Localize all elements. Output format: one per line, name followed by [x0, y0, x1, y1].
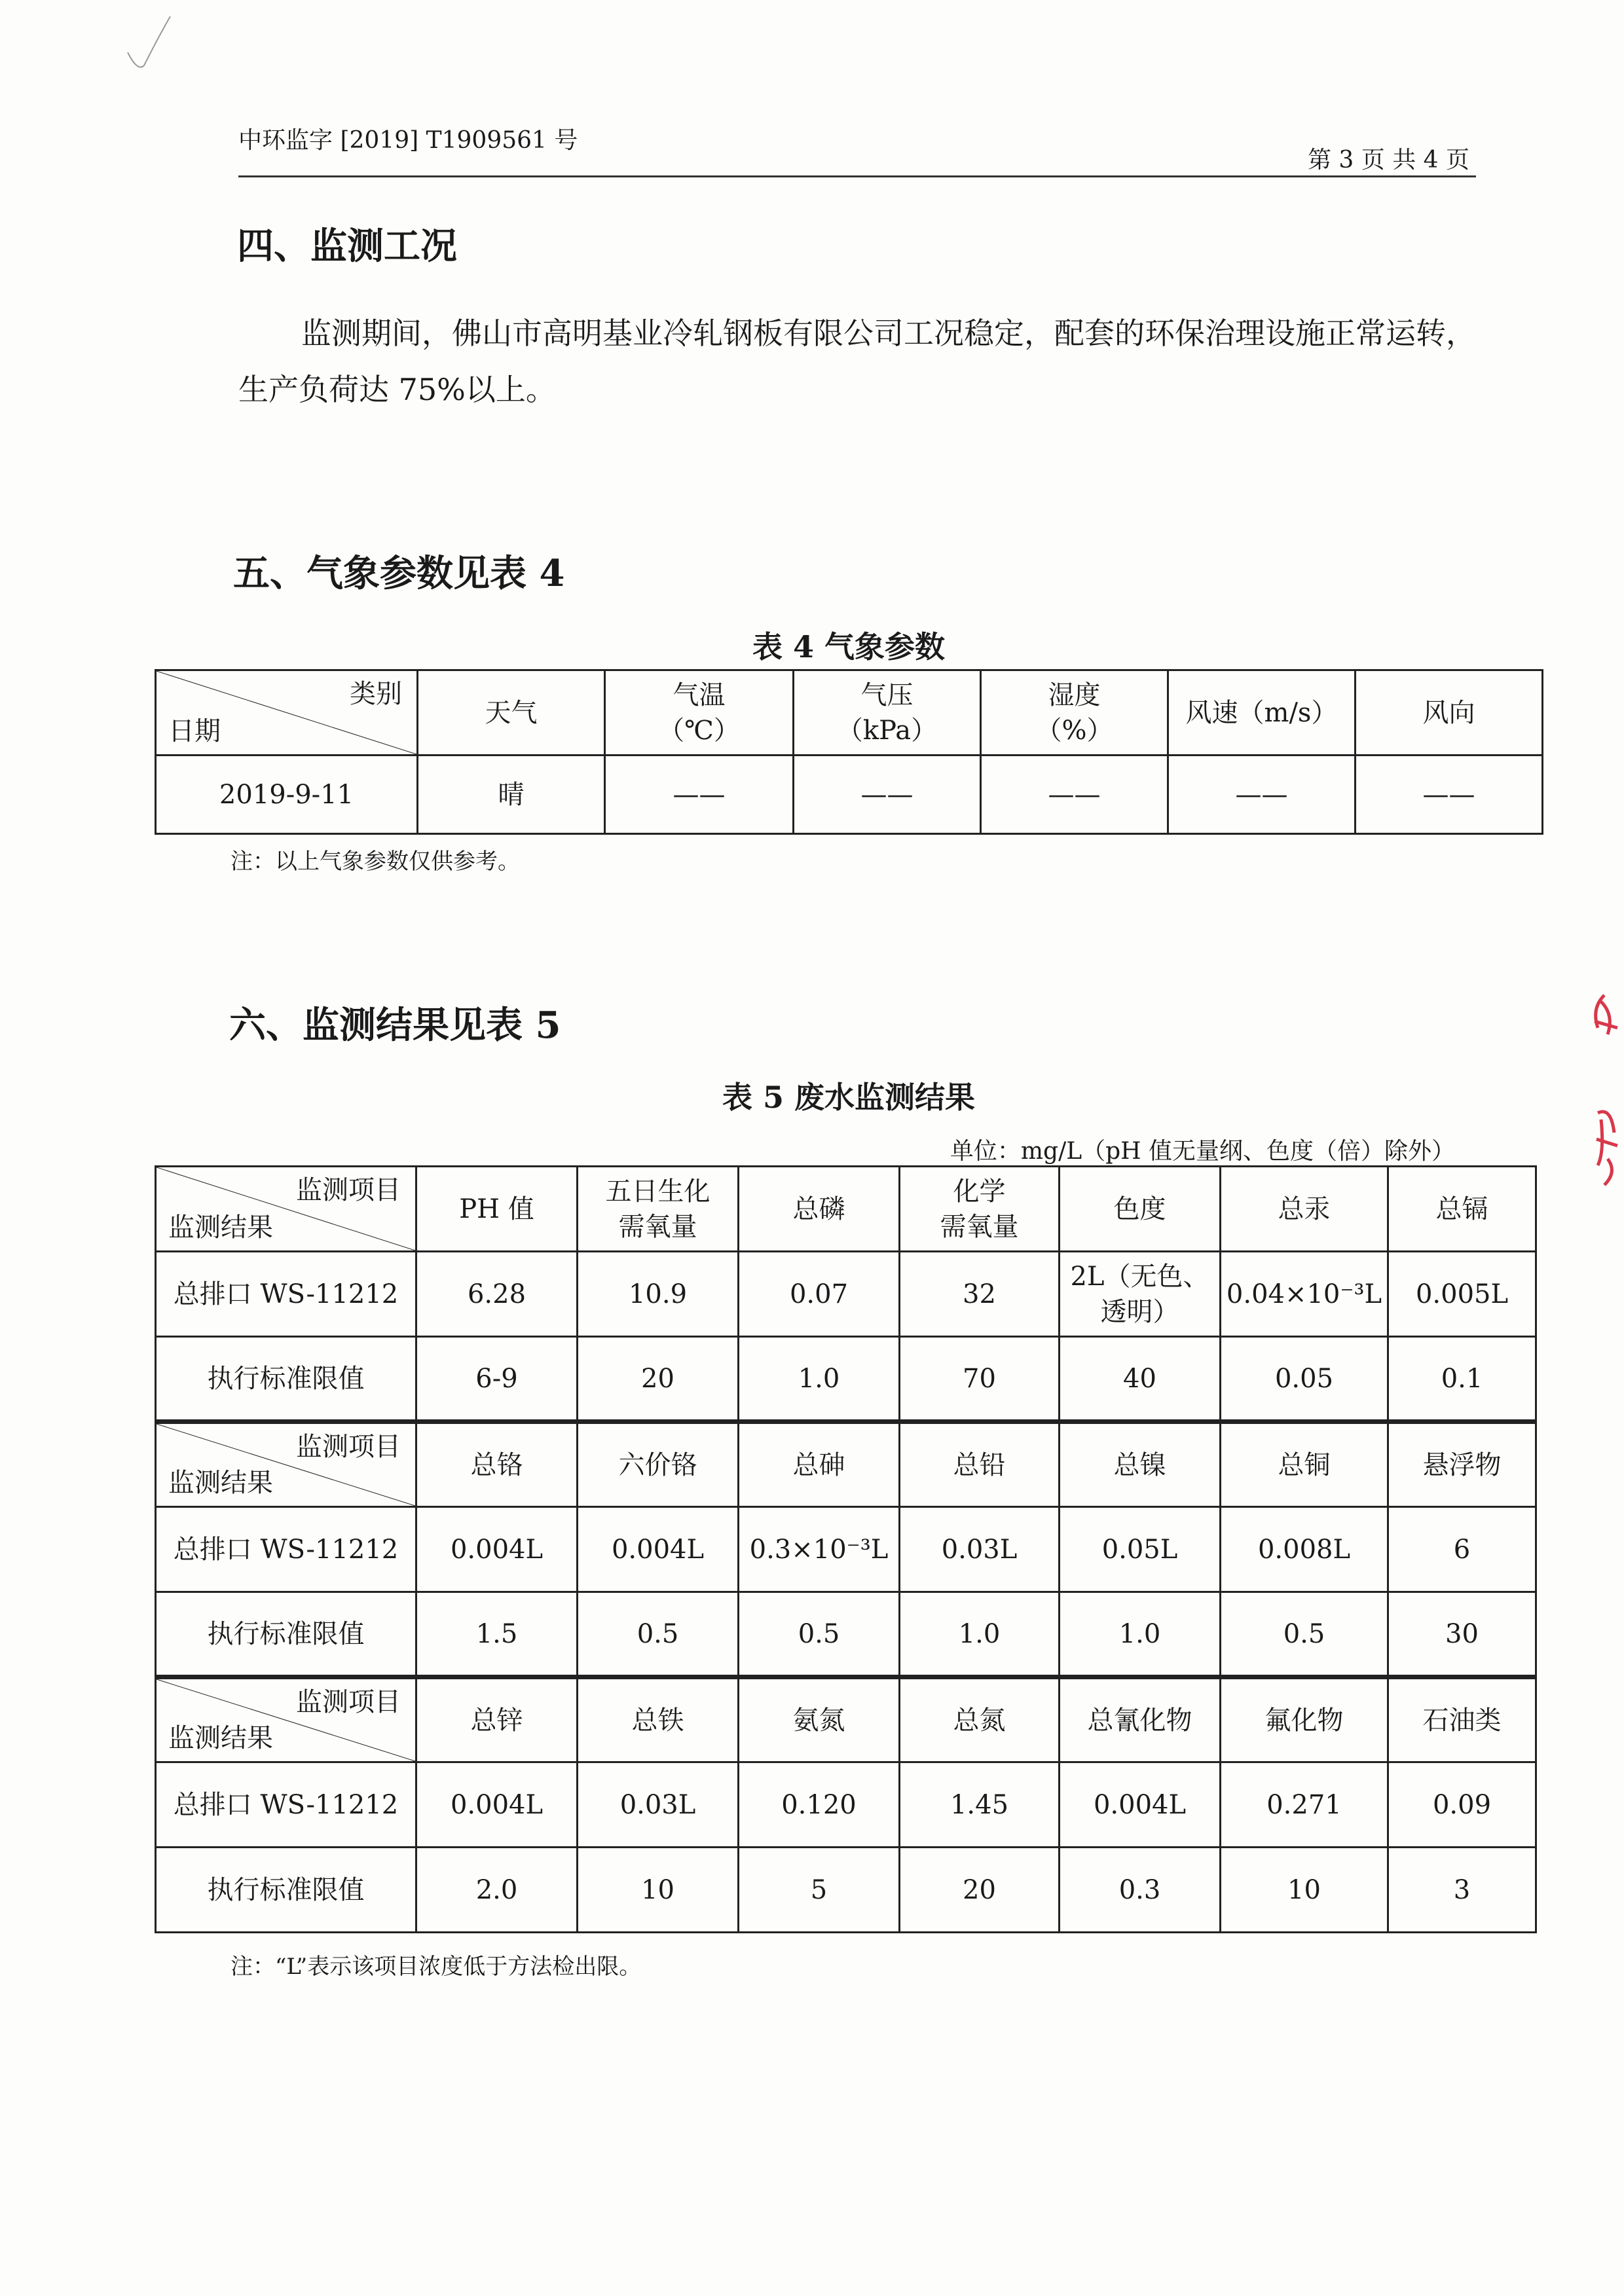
ww-corner-cell: [156, 1677, 416, 1762]
cell-date: 2019-9-11: [156, 756, 418, 834]
document-number: 中环监字 [2019] T1909561 号: [238, 127, 578, 154]
result-value-cell: 0.03L: [578, 1762, 739, 1848]
limit-value-cell: 0.5: [1221, 1592, 1388, 1677]
result-row-label: 总排口 WS-11212: [156, 1762, 416, 1848]
col-header-temperature: 气温 （℃）: [605, 670, 794, 756]
item-name-cell: 氨氮: [739, 1677, 900, 1762]
result-value-cell: 6.28: [416, 1252, 578, 1337]
limit-value-cell: 0.1: [1388, 1337, 1536, 1422]
item-name-cell: 总镉: [1388, 1167, 1536, 1252]
item-name-cell: 总汞: [1221, 1167, 1388, 1252]
item-name-cell: 总镍: [1060, 1422, 1221, 1507]
section4-body: 监测期间，佛山市高明基业冷轧钢板有限公司工况稳定，配套的环保治理设施正常运转，生产负荷达 75%以上。: [238, 316, 1476, 407]
corner-label-date: 日期: [168, 716, 221, 746]
result-value-cell: 0.120: [739, 1762, 900, 1848]
result-value-cell: 0.005L: [1388, 1252, 1536, 1337]
limit-value-cell: 1.0: [1060, 1592, 1221, 1677]
limit-value-cell: 30: [1388, 1592, 1536, 1677]
result-row-label: 总排口 WS-11212: [156, 1252, 416, 1337]
corner-label-item: 监测项目: [296, 1687, 401, 1717]
item-name-cell: 化学 需氧量: [900, 1167, 1060, 1252]
limit-value-cell: 1.0: [739, 1337, 900, 1422]
cell-humidity: ——: [981, 756, 1168, 834]
limit-value-cell: 5: [739, 1848, 900, 1933]
item-name-cell: 总铬: [416, 1422, 578, 1507]
cell-temperature: ——: [605, 756, 794, 834]
ww-corner-cell: [156, 1167, 416, 1252]
item-name-cell: 五日生化 需氧量: [578, 1167, 739, 1252]
result-value-cell: 6: [1388, 1507, 1536, 1592]
corner-label-item: 监测项目: [296, 1432, 401, 1462]
corner-label-category: 类别: [350, 679, 402, 709]
ww-corner-cell: [156, 1422, 416, 1507]
table5-note: 注：“L”表示该项目浓度低于方法检出限。: [231, 1954, 642, 1980]
col-header-weather: 天气: [418, 670, 605, 756]
item-name-cell: PH 值: [416, 1167, 578, 1252]
item-name-cell: 氟化物: [1221, 1677, 1388, 1762]
corner-label-item: 监测项目: [296, 1175, 401, 1205]
item-name-cell: 总氮: [900, 1677, 1060, 1762]
seal-stamp-fragment: [1578, 982, 1624, 1198]
result-row: [156, 1507, 1536, 1592]
result-value-cell: 10.9: [578, 1252, 739, 1337]
table4-note: 注：以上气象参数仅供参考。: [231, 848, 520, 875]
limit-row: [156, 1592, 1536, 1677]
item-name-cell: 总磷: [739, 1167, 900, 1252]
item-name-cell: 总铁: [578, 1677, 739, 1762]
result-value-cell: 0.3×10⁻³L: [739, 1507, 900, 1592]
result-value-cell: 0.04×10⁻³L: [1221, 1252, 1388, 1337]
result-value-cell: 0.09: [1388, 1762, 1536, 1848]
item-name-cell: 六价铬: [578, 1422, 739, 1507]
limit-row-label: 执行标准限值: [156, 1592, 416, 1677]
limit-row: [156, 1337, 1536, 1422]
item-header-row: [156, 1677, 1536, 1762]
limit-value-cell: 20: [578, 1337, 739, 1422]
limit-value-cell: 2.0: [416, 1848, 578, 1933]
wastewater-table: [155, 1165, 1537, 1933]
corner-label-result: 监测结果: [168, 1212, 273, 1243]
result-value-cell: 0.004L: [1060, 1762, 1221, 1848]
item-name-cell: 总铜: [1221, 1422, 1388, 1507]
result-value-cell: 0.271: [1221, 1762, 1388, 1848]
result-value-cell: 0.004L: [578, 1507, 739, 1592]
col-header-pressure: 气压 （kPa）: [794, 670, 981, 756]
result-value-cell: 0.004L: [416, 1762, 578, 1848]
table5-unit: 单位：mg/L（pH 值无量纲、色度（倍）除外）: [950, 1138, 1455, 1165]
item-name-cell: 悬浮物: [1388, 1422, 1536, 1507]
header-rule: [238, 175, 1476, 177]
limit-row-label: 执行标准限值: [156, 1337, 416, 1422]
table5-caption: 表 5 废水监测结果: [722, 1080, 976, 1115]
result-value-cell: 1.45: [900, 1762, 1060, 1848]
limit-value-cell: 40: [1060, 1337, 1221, 1422]
limit-row: [156, 1848, 1536, 1933]
col-header-wind-speed: 风速（m/s）: [1168, 670, 1356, 756]
corner-label-result: 监测结果: [168, 1468, 273, 1498]
item-name-cell: 总砷: [739, 1422, 900, 1507]
section4-title: 四、监测工况: [237, 225, 457, 268]
pen-tick-mark: [124, 13, 177, 72]
cell-wind-direction: ——: [1356, 756, 1543, 834]
result-value-cell: 0.05L: [1060, 1507, 1221, 1592]
limit-value-cell: 0.05: [1221, 1337, 1388, 1422]
cell-weather: 晴: [418, 756, 605, 834]
limit-value-cell: 0.5: [578, 1592, 739, 1677]
item-header-row: [156, 1422, 1536, 1507]
item-name-cell: 石油类: [1388, 1677, 1536, 1762]
page-indicator: 第 3 页 共 4 页: [1307, 147, 1469, 173]
result-row: [156, 1252, 1536, 1337]
cell-pressure: ——: [794, 756, 981, 834]
item-name-cell: 总铅: [900, 1422, 1060, 1507]
limit-value-cell: 20: [900, 1848, 1060, 1933]
result-value-cell: 0.004L: [416, 1507, 578, 1592]
item-name-cell: 色度: [1060, 1167, 1221, 1252]
result-value-cell: 0.03L: [900, 1507, 1060, 1592]
result-value-cell: 32: [900, 1252, 1060, 1337]
result-value-cell: 2L（无色、 透明）: [1060, 1252, 1221, 1337]
section6-title: 六、监测结果见表 5: [229, 1004, 561, 1047]
cell-wind-speed: ——: [1168, 756, 1356, 834]
result-row: [156, 1762, 1536, 1848]
limit-value-cell: 10: [578, 1848, 739, 1933]
item-name-cell: 总锌: [416, 1677, 578, 1762]
section5-title: 五、气象参数见表 4: [233, 552, 565, 595]
result-value-cell: 0.07: [739, 1252, 900, 1337]
limit-value-cell: 10: [1221, 1848, 1388, 1933]
result-value-cell: 0.008L: [1221, 1507, 1388, 1592]
col-header-wind-direction: 风向: [1356, 670, 1543, 756]
col-header-humidity: 湿度 （%）: [981, 670, 1168, 756]
table4-caption: 表 4 气象参数: [752, 629, 946, 665]
corner-label-result: 监测结果: [168, 1723, 273, 1753]
limit-value-cell: 1.5: [416, 1592, 578, 1677]
item-header-row: [156, 1167, 1536, 1252]
limit-value-cell: 70: [900, 1337, 1060, 1422]
limit-value-cell: 1.0: [900, 1592, 1060, 1677]
item-name-cell: 总氰化物: [1060, 1677, 1221, 1762]
limit-value-cell: 3: [1388, 1848, 1536, 1933]
limit-value-cell: 0.5: [739, 1592, 900, 1677]
limit-value-cell: 6-9: [416, 1337, 578, 1422]
limit-value-cell: 0.3: [1060, 1848, 1221, 1933]
limit-row-label: 执行标准限值: [156, 1848, 416, 1933]
result-row-label: 总排口 WS-11212: [156, 1507, 416, 1592]
weather-corner-cell: [156, 670, 418, 756]
weather-table: [155, 669, 1543, 835]
